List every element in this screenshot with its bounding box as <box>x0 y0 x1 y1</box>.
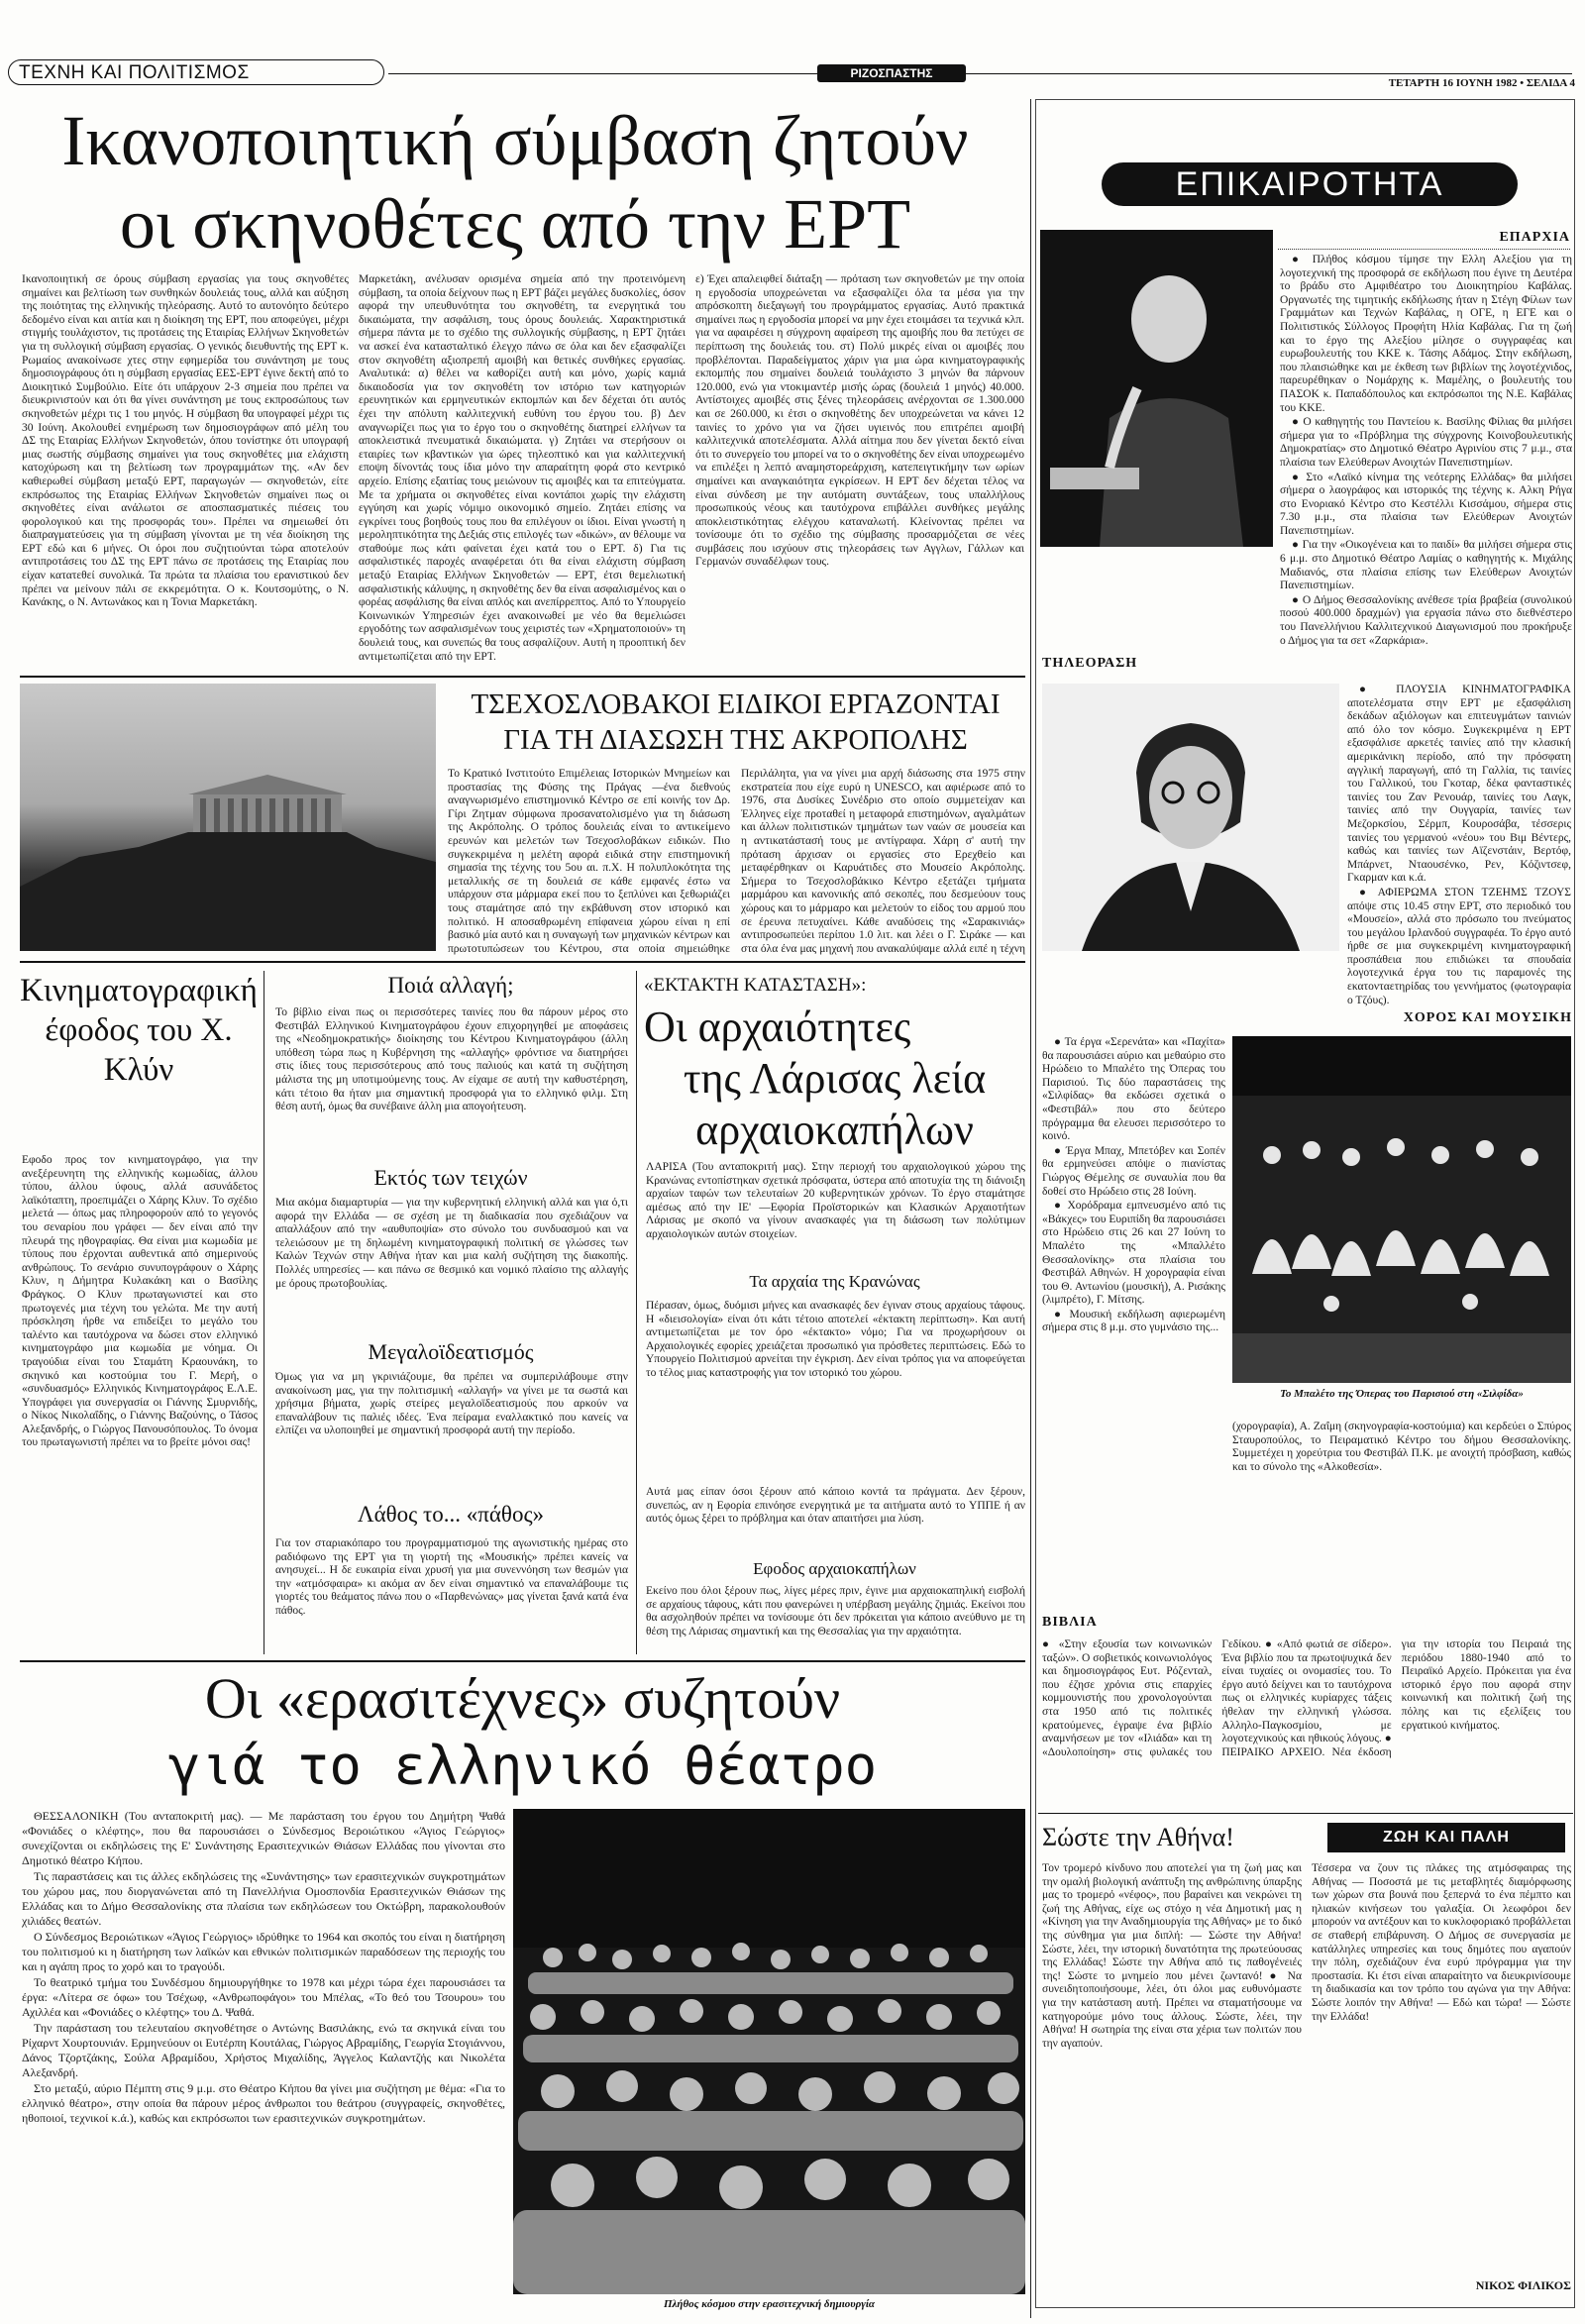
cinema-body: Εφοδο προς τον κινηματογράφο, για την ανεξέρευνητη της ελληνικής κωμωδίας, άλλου τύπου, άλλου ύφους, αλλά ασυνάδετος λαϊκόταπτη, προεπιμάζει ο Χάρης Κλυν. Το σχέδιο μελετά — όπως μας πληροφορούν από το γεγονός του σεναρίου που γράφει — δεν είναι από την πλευρά της ηθογραφίας. Θα είναι μια κωμωδία με τύπους που έρχονται αυθεντικά από σημερινούς ανθρώπους. Το σενάριο συνυπογράφουν ο Χάρης Κλυν, η Δήμητρα Κυλακάκη και ο Βασίλης Φράγκος. Ο Κλυν πρωταγωνιστεί και στο πρωτογενές μια τέχνη του γελώτα. Με την αυτή πρόσκληση ήρθε να επιδείξει το μεγάλο του ταλέντο και ταυτόχρονα να δώσει στον ελληνικό κινηματογράφο μια κωμωδία με νόημα. Οι τραγούδια είναι του Σταμάτη Κραουνάκη, το σκηνικό και κοστούμια του Γ. Μερή, ο «συνδυασμός» Ελληνικός Κινηματογράφος Ε.Λ.Ε. Υπογράφει για συνεργασία οι Γιάννης Σμυρνιδής, ο Νίκος Νικολαΐδης, ο Γιάννης Βαζούνης, ο Τάσος Αλεξανδρής, ο Γιώργος Πανουσόπουλος. Το όνομα του πρωταγωνιστή πρέπει να το βρείτε μόνοι σας! <box>22 1154 258 1449</box>
larisa-headline-1: Οι αρχαιότητες <box>644 1003 911 1051</box>
amateurs-p1: ΘΕΣΣΑΛΟΝΙΚΗ (Του ανταποκριτή μας). — Με παράσταση του έργου του Δημήτρη Ψαθά «Φονιάδες ο κλέφτης», που θα παρουσιάσει ο Σύνδεσμος Βεροιώτικου «Άγιος Γεώργιος» συνεχίζονται οι εκδηλώσεις της Ε' Συνάντησης Ερασιτεχνικών Θιάσων Ελλάδας που γίνονται στο Δημοτικό θέατρο Κήπου. <box>22 1809 505 1867</box>
dance-list-left <box>1042 1036 1225 1611</box>
dance-item-4: ● Μουσική εκδήλωση αφιερωμένη σήμερα στις 8 μ.μ. στο γυμνάσιο της... <box>1042 1308 1225 1334</box>
what-h2: Εκτός των τειχών <box>373 1165 528 1190</box>
eparxia-heading: ΕΠΑΡΧΙΑ <box>1278 230 1570 250</box>
acropolis-col-2: Περιλάλητα, για να γίνει μια αρχή διάσωσης στα 1975 στην εκστρατεία που είχε ευρύ η UNESCO, και αφιέρωσε από το 1976, στα Δυσίκες Συνέδριο στο οποίο συμμετείχαν και Έλληνες είχε προταθεί η μεταφορά επιστημόνων, αγαλμάτων και άλλων πολιτιστικών τμημάτων των ναών σε μουσεία και η αντικατάστασή τους με αντίγραφα. Χάρη σ' αυτή την πρόταση άρχισαν οι εργασίες στο Ερεχθείο και μεταφέρθηκαν οι Καρυάτιδες στο Μουσείο Ακρόπολης. Σήμερα το Τσεχοσλοβάκικο Κέντρο εξετάζει τμήματα μαρμάρου και κανονικής από σεκοπές, που δεσμεύουν τους χώρους και το μάρμαρο και μελετούν το είδος του αρμού που σε έρευνα πετυχαίνει. Κάθε αναδύσεις της «Σαρακινιάς» αντιπροσωπεύει περίπου 1.0 λιτ. και λέει ο Γ. Σιράκε — και στα όλα ένα μας μηχανή που ανακαλύψαμε αλλά ειπέ η τέχνη <box>741 768 1025 955</box>
tv-heading: ΤΗΛΕΟΡΑΣΗ <box>1042 656 1138 671</box>
athens-col-2: Τέσσερα να ζουν τις πλάκες της ατμόσφαιρας της Αθήνας — Ποσοστά με τις μεταβλητές διαμόρφωσης των χώρων στα βουνά που ξεπερνά το ένα πέμπτο και ηλιακών κινήσεων του γαλαξία. Οι λεωφόροι δεν μπορούν να αντέξουν και το κυκλοφοριακό προβάλλεται σε σταθερή επιβάρυνση. Ο Δήμος σε συνεργασία με κατάλληλες υπηρεσίες και τους δημότες που αγαπούν την πόλη, σχεδιάζουν ένα ευρύ πρόγραμμα για την προστασία. Κι έτσι είναι απαραίτητο να διευκρινίσουμε τη διαδικασία και τον τρόπο του αγώνα για την Αθήνα: Σώστε λοιπόν την Αθήνα! — Εδώ και τώρα! — Σώστε την Ελλάδα! <box>1312 1862 1571 2023</box>
eparxia-item-4: ● Για την «Οικογένεια και το παιδί» θα μιλήσει σήμερα στις 6 μ.μ. στο Δημοτικό Θέατρο Λαμίας ο καθηγητής κ. Μιχάλης Μαδιανός, στα πλαίσια επίσης των Ελεύθερων Ανοιχτών Πανεπιστημίων. <box>1280 539 1572 592</box>
section-label: ΤΕΧΝΗ ΚΑΙ ΠΟΛΙΤΙΣΜΟΣ <box>19 62 250 83</box>
tv-item-2: ● ΑΦΙΕΡΩΜΑ ΣΤΟΝ ΤΖΕΗΜΣ ΤΖΟΥΣ απόψε στις 10.45 στην ΕΡΤ, στο περιοδικό του «Μουσείο», αλλά στο πρόσωπο του πνεύματος του μεγάλου Ιρλανδού συγγραφέα. Το έργο αυτό ήρθε σε μια συγκεκριμένη κινηματογραφική προσπάθεια που επιδιώκει τα σπουδαία λογοτεχνικά έργα του τις παραμονές της εκατονταετηρίδας του γεννήματος (φωτογραφία ο Τζόυς). <box>1347 886 1571 1006</box>
joyce-portrait <box>1042 684 1339 951</box>
speaker-silhouette <box>1040 230 1273 547</box>
epikairotita-banner: ΕΠΙΚΑΙΡΟΤΗΤΑ <box>1102 162 1518 206</box>
lead-col-2: Μαρκετάκη, ανέλυσαν ορισμένα σημεία από την προτεινόμενη σύμβαση, τα οποία δείχνουν πως η ΕΡΤ βάζει μεγάλες δυσκολίες, όσον αφορά την υπευθυνότητα του σκηνοθέτη, τα ενεργητικά του δικαιώματα, την ασφάλιση, τους όρους δουλειάς. Χαρακτηριστικά σήμερα πάντα με το σχέδιο της συλλογικής σύμβασης, η ΕΡΤ ζητάει να ασκεί ένα κατασταλτικό έλεγχο πάνω σε όλα και δεν εξασφαλίζει στον σκηνοθέτη αξιοπρεπή αμοιβή και θετικές συνθήκες εργασίας. Αναλυτικά: α) θέλει να καθορίζει αυτή και μόνο, χωρίς καμιά δικαιοδοσία για τον σκηνοθέτη τον ιστόριο των κατηγοριών ερευνητικών και ερμηνευτικών εκπομπών και δεν δέχεται ότι αυτός έχει την απόλυτη καλλιτεχνική ευθύνη του έργου του. β) Δεν αναγνωρίζει πως για το έργο του ο σκηνοθέτης διατηρεί ελλήνων τα αποκλειστικά πνευματικά δικαιώματα. γ) Ζητάει να στερήσουν οι εταιρίες των κβαντικών για ώρες τηλεοπτικό και για καλλιτεχνική εποψη δίνοντάς τους ίδια μόνο την απαραίτητη φορά στο κεντρικό αρχείο. Επίσης εξαιτίας τους μειώνουν τις αμοιβές και τα επιτεύγματα. Με τα χρήματα οι σκηνοθέτες είναι κοντάποι χωρίς την ελάχιστη εγγύηση και χωρίς νόμιμο οικονομικό σημείο. Ζητάει επίσης να εγκρίνει τους βοηθούς τους που θα επιλέγουν οι ίδιοι. Είναι γνωστή η μεροληπτικότητα της Δεξιάς στις επιλογές των «δικών», αν θέλουμε να σταθούμε πως κάτι φαίνεται έχει κατά του ο ΕΡΤ. δ) Για τις ασφαλιστικές παροχές αναφέρεται ότι θα είναι ελάχιστη σύμβαση μεταξύ Εταιρίας Ελλήνων Σκηνοθετών — ΕΡΤ, έτσι θεμελιωτική ασφαλιστικής κάλυψης, η σκηνοθέτης δεν θα είναι ασφαλισμένος και ο φορέας ασφάλισης θα είναι απλός και ανεπίρρεπτος. Από το Υπουργείο Κοινωνικών Υπηρεσιών έχει ανακοινωθεί με νέο θα θεμελιώσει εργοδότης των ασφαλισμένων τους χειριστές των «Χρηματοποιούν» τη δουλειά τους, και συνεπώς θα τους ασφαλίζουν. Αυτή η προοπτική δεν αντιμετωπίζεται από την ΕΡΤ. <box>359 273 686 663</box>
dance-item-3: ● Χορόδραμα εμπνευσμένο από τις «Βάκχες» του Ευριπίδη θα παρουσιάσει στο Ηρώδειο στις 26 και 27 Ιούνη το Μπαλέτο της «Μπαλλέτο Θεσσαλονίκης» στα πλαίσια του Φεστιβάλ Αθηνών. Η χορογραφία είναι του Θ. Αντωνίου (μουσική), Α. Ρισάκης (λιμπρέτο), Γ. Μίτσης. <box>1042 1200 1225 1307</box>
acropolis-headline-2: ΓΙΑ ΤΗ ΔΙΑΣΩΣΗ ΤΗΣ ΑΚΡΟΠΟΛΗΣ <box>503 724 968 756</box>
amateurs-p5: Την παράσταση του τελευταίου σκηνοθέτησε ο Αντώνης Βασιλάκης, ενώ τα σκηνικά είναι του Ρίχαρντ Χουρτουνιάν. Ερμηνεύουν οι Ευτέρπη Κουτάλας, Γιώργος Αβραμίδης, Γεωργία Στογιάννου, Δάνος Τζορτζάκης, Σούλα Αβραμίδου, Χρήστος Μιχαλίδης, Άγγελος Καλαντζής και Νικολέτα Αλεξανδρή. <box>22 2021 505 2079</box>
tv-list <box>1347 684 1571 1010</box>
audience-photo <box>513 1809 1025 2294</box>
audience-silhouettes <box>513 1809 1025 2294</box>
larisa-h2: Τα αρχαία της Κρανώνας <box>749 1272 920 1291</box>
dance-item-2: ● Έργα Μπαχ, Μπετόβεν και Σοπέν θα ερμηνεύσει απόψε ο πιανίστας Γιώργος Θέμελης σε συναυλία που θα δοθεί στο Ηρώδειο στις 28 Ιούνη. <box>1042 1144 1225 1198</box>
masthead <box>0 52 1585 91</box>
eparxia-item-3: ● Στο «Λαϊκό κίνημα της νεότερης Ελλάδας» θα μιλήσει σήμερα ο λαογράφος και ιστορικός της τέχνης κ. Αλκη Ρήγα στο Ενοριακό Κέντρο στο Κεστέλλι Κισσάμου, σήμερα στις 7.30 μ.μ., στα πλαίσια των Ελεύθερων Ανοιχτών Πανεπιστημίων. <box>1280 471 1572 537</box>
paper-name: ΡΙΖΟΣΠΑΣΤΗΣ <box>817 64 966 82</box>
what-p2: Μια ακόμα διαμαρτυρία — για την κυβερνητική ελληνική αλλά και για ό,τι αφορά την Ελλάδα — σε σχέση με τη διαδικασία που σχεδιάζουν να απαλλάξουν από την «αυθυποψία» στο σύνολο του συνδυασμού και να τελειώσουν με τη δηλωμένη κινηματογραφική πολιτική σε γλώσσες των Καλών Τεχνών στην Αθήνα ήταν και μια καλή συζήτηση της διακοπής. Πολλές υπηρεσίες — και πάνω σε θεσμικό και νομικό πλαίσιο της αλλαγής με όρους πρωτοβουλίας. <box>275 1197 628 1290</box>
lead-col-1: Ικανοποιητική σε όρους σύμβαση εργασίας για τους σκηνοθέτες σημαίνει και βελτίωση των συνθηκών δουλειάς τους, αλλά και αύξηση της ποιότητας της ελληνικής τηλεόρασης. Αυτό το αυτονόητο δεύτερο δεδομένο είναι και αιτία και η διοίκηση της ΕΡΤ, που αποφεύγει, μέχρι στιγμής τουλάχιστον, τις προτάσεις της Εταιρίας Ελλήνων Σκηνοθετών για τη συλλογική σύμβαση εργασίας. Ο γενικός διευθυντής της ΕΡΤ κ. Ρωμαίος ανακοίνωσε χτες στην εφημερίδα του συνάντηση με τους δημοσιογράφους ότι η σύμβαση εργασίας ΕΕΣ-ΕΡΤ έγινε δεκτή από το Διοικητικό Συμβούλιο. Είτε ότι υπάρχουν 2-3 σημεία που πρέπει να διευκρινιστούν και ότι θα γίνει συνάντηση με τους εκπροσώπους των σκηνοθετών μέχρι τις 1 του μηνός. Η σύμβαση θα υπογραφεί μέχρι τις 30 Ιούνη. Ακολουθεί ενημέρωση των δημοσιογράφων από μέλη του ΔΣ της Εταιρίας Ελλήνων Σκηνοθετών, όπου τονίστηκε ότι υπογραφή μιας σωστής σύμβασης σημαίνει για τους σκηνοθέτες μια ελάχιστη κατοχύρωση και τη βελτίωση των προγραμμάτων της. «Αν δεν καθιερωθεί σύμβαση μεταξύ ΕΡΤ, παραγωγών — σκηνοθετών, είτε εκπρόσωπος της Εταιρίας Ελλήνων Σκηνοθετών σημαίνει πως οι σκηνοθέτες είναι ανάλωτοι σε αποσπασματικές πιέσεις του φορολογικού και της προσφοράς του». Πρέπει να σημειωθεί ότι διαπραγματεύσεις για τη σύμβαση γίνονται με τη νέα διοίκηση της ΕΡΤ εδώ και 6 μήνες. Οι όροι που συζητιούνται τώρα αποτελούν αντιπροτάσεις του ΔΣ της ΕΡΤ πάνω σε προτάσεις της Εταιρίας που είχαν κατατεθεί συνολικά. Τα πρώτα τα πλαίσια του ερανιστικού δεν πρέπει να μείνουν πάλι σε εκκρεμότητα. Ο κ. Κουτσομύτης, ο Ν. Κανάκης, ο Ν. Αντωνάκος και η Τονια Μαρκετάκη. <box>22 273 349 609</box>
cinema-headline <box>20 971 258 1149</box>
tv-item-1: ● ΠΛΟΥΣΙΑ ΚΙΝΗΜΑΤΟΓΡΑΦΙΚΑ αποτελέσματα στην ΕΡΤ με εξασφάλιση δεκάδων αξιόλογων και επιτευγμάτων ταινιών από όλο τον κόσμο. Συγκεκριμένα η ΕΡΤ εξασφάλισε αρκετές ταινίες από την κλασική αμερικάνικη περίοδο, από την πρόσφατη αγγλική παραγωγή, από τη Γαλλία, τις ταινίες του Γαλλικού, του Γκοταρ, δέκα φανταστικές ταινίες του Ζαν Ρενουάρ, ταινίες του Λαγκ, ταινίες από την Ουγγαρία, ταινίες των Μεζορκσίου, Σέρμπ, Κουροσάβα, τέσσερις ταινίες του γερμανού «νέου» του Βιμ Βέντερς, καθώς και ταινίες των Αϊζενστάιν, Βερτόφ, Μπάρνετ, Νταουσένκο, Ρεν, Κόζιντσεφ, Γκαρμαν και κ.ά. <box>1347 684 1571 885</box>
amateurs-headline-1: Οι «ερασιτέχνες» συζητούν <box>204 1666 841 1731</box>
amateurs-p2: Τις παραστάσεις και τις άλλες εκδηλώσεις της «Συνάντησης» των ερασιτεχνικών συγκροτημάτων του χώρου μας, που διοργανώνεται από τη Πανελλήνια Ομοσπονδία Ερασιτεχνικών Θιάσων της Ελλάδας και το Δήμο Θεσσαλονίκης στα πλαίσια των εκδηλώσεων του Οκτώβρη, παρακολουθούν χιλιάδες θεατών. <box>22 1869 505 1928</box>
athens-col-1: Τον τρομερό κίνδυνο που αποτελεί για τη ζωή μας και την ομαλή βιολογική ανάπτυξη της ανθρώπινης ύπαρξης μας το τρομερό «νέφος», που βαραίνει και νεκρώνει τη ζωή της Αθήνας, είχε ως στόχο η νέα Δημοτική μας η «Κίνηση για την Αναδημιουργία της Αθήνας» με το δικό της σύνθημα για μια διπλή: — Σώστε την Αθήνα! Σώστε, λέει, την ιστορική δυνατότητα της πρωτεύουσας της Ελλάδας! Σώστε την Αθήνα από τις παθογένειές της! Σώστε το μνημείο που μένει ζωντανό! ● Να συνειδητοποιήσουμε, λέει, ότι όλοι μας ευθυνόμαστε για την κατάσταση αυτή. Πρέπει να σταματήσουμε να κατηγορούμε μόνο τους άλλους. Σώστε, λέει, την Αθήνα! Η σωτηρία της είναι στα χέρια των πολιτών που την αγαπούν. <box>1042 1862 1302 2050</box>
larisa-p4: Εκείνο που όλοι ξέρουν πως, λίγες μέρες πριν, έγινε μια αρχαιοκαπηλική εισβολή σε αρχαίους τάφους, κάτι που φανερώνει η υπέρβαση μεγάλης ζημιάς. Εκείνοι που θα ασχοληθούν πρέπει να τονίσουμε ότι δεν πρόκειται για κάποιο ανεύθυνο με τη θέση της Λάρισας σημαντική και της Θεσσαλίας για την αρχαιότητα. <box>646 1585 1025 1637</box>
acropolis-photo <box>20 684 436 951</box>
lead-bottom-rule <box>20 676 1025 678</box>
acropolis-bottom-rule <box>20 961 1025 963</box>
larisa-p3: Αυτά μας είπαν όσοι ξέρουν από κάποιο κοντά τα πράγματα. Δεν ξέρουν, συνεπώς, αν η Εφορία επινόησε ενεργητικά με τα αιτήματα αυτό το ΥΠΠΕ ή αν αυτός όμως ξέρει το πρόβλημα και όταν απαιτήσει μια λύση. <box>646 1486 1025 1526</box>
section-label-box <box>8 59 384 85</box>
what-h3: Μεγαλοϊδεατισμός <box>368 1339 534 1364</box>
acropolis-headline-1: ΤΣΕΧΟΣΛΟΒΑΚΟΙ ΕΙΔΙΚΟΙ ΕΡΓΑΖΟΝΤΑΙ <box>471 688 1001 720</box>
ballet-caption: Το Μπαλέτο της Όπερας του Παρισιού στη «Σιλφίδα» <box>1280 1388 1524 1400</box>
athens-heading: Σώστε την Αθήνα! <box>1042 1823 1234 1851</box>
ballet-photo <box>1232 1036 1571 1383</box>
mid-bottom-rule <box>20 1660 1025 1662</box>
alexiou-photo <box>1040 230 1273 547</box>
larisa-h4: Εφοδος αρχαιοκαπήλων <box>753 1559 916 1578</box>
eparxia-list <box>1280 254 1572 650</box>
right-bottom-rule <box>1038 1813 1573 1814</box>
books-heading: ΒΙΒΛΙΑ <box>1042 1615 1098 1630</box>
what-h4: Λάθος το... «πάθος» <box>357 1502 545 1527</box>
larisa-kicker: «ΕΚΤΑΚΤΗ ΚΑΤΑΣΤΑΣΗ»: <box>644 975 867 996</box>
larisa-headline-2: της Λάρισας λεία <box>683 1054 987 1103</box>
dance-right-text: (χορογραφία), Α. Ζαΐμη (σκηνογραφία-κοστούμια) και κερδεύει ο Σπύρος Σταυροπούλος, το Πειραματικό Κέντρο του δήμου Θεσσαλονίκης. Συμμετέχει η χορεύτρια του Φεστιβάλ Π.Κ. με ανοιχτή πρόσβαση, καθώς και το σύνολο της «Αλκοθεσία». <box>1232 1421 1571 1473</box>
amateurs-p6: Στο μεταξύ, αύριο Πέμπτη στις 9 μ.μ. στο Θέατρο Κήπου θα γίνει μια συζήτηση με θέμα: «Για το ελληνικό θέατρο», στην οποία θα πάρουν μέρος άνθρωποι του θεάτρου (συγγραφείς, σκηνοθέτες, ηθοποιοί, τεχνικοί κ.ά.), καθώς και εκπρόσωποι των ερασιτεχνικών συγκροτημάτων. <box>22 2081 505 2125</box>
col-divider-2 <box>636 971 637 1654</box>
issue-date: ΤΕΤΑΡΤΗ 16 ΙΟΥΝΗ 1982 • ΣΕΛΙΔΑ 4 <box>1388 77 1575 89</box>
lead-headline-1: Ικανοποιητική σύμβαση ζητούν <box>61 101 969 180</box>
eparxia-item-2: ● Ο καθηγητής του Παντείου κ. Βασίλης Φίλιας θα μιλήσει σήμερα για το «Πρόβλημα της σύγχρονης Κοινοβουλευτικής Δημοκρατίας» στο Δημοτικό Θέατρο Αγρινίου στις 7 μ.μ., στα πλαίσια των Ελεύθερων Ανοιχτών Πανεπιστημίων. <box>1280 416 1572 469</box>
acropolis-silhouette <box>20 684 436 951</box>
amateurs-headline-2: γιά το ελληνικό θέατρο <box>167 1735 878 1797</box>
joyce-photo <box>1042 684 1339 951</box>
eparxia-item-1: ● Πλήθος κόσμου τίμησε την Ελλη Αλεξίου για τη λογοτεχνική της προσφορά σε εκδήλωση που έγινε τη Δευτέρα το βράδυ στο Αμφιθέατρο του Διοικητηρίου Καβάλας. Οργανωτές της τιμητικής εκδήλωσης ήταν η Στέγη Φίλων των Γραμμάτων και Τεχνών Καβάλας, η ΟΓΕ, η ΕΓΕ και ο Πολιτιστικός Σύλλογος Προφήτη Ηλία Καβάλας. Για τη ζωή και το έργο της Αλεξίου μίλησε ο συγγραφέας και ευρωβουλευτής του ΚΚΕ κ. Τάσης Αδάμος. Στην εκδήλωση, που πλαισιώθηκε και με έκθεση των βιβλίων της λογοτέχνιδος, παρευρέθηκαν ο Νομάρχης κ. Μαμέλης, ο βουλευτής του ΠΑΣΟΚ κ. Παπαδόπουλος και εκπρόσωποι της Ν.Ε. Καβάλας του ΚΚΕ. <box>1280 254 1572 414</box>
masthead-rule <box>388 73 1572 74</box>
acropolis-col-1: Το Κρατικό Ινστιτούτο Επιμέλειας Ιστορικών Μνημείων και προστασίας της Φύσης της Πράγας —ένα διεθνούς αναγνωρισμένο επιστημονικό Κέντρο σε επί κοινής τον Δρ. Γίρι Ζητμαν σύμφωνα προσανατολισμένο για τη διάσωση της Ακρόπολης. Ο τρόπος δουλειάς είναι το αντικείμενο ερευνών και μελετών των Τσεχοσλοβάκων ειδικών. Πιο συγκεκριμένα η μελέτη αφορά ειδικά στην επιστημονική σημασία της τέχνης του 5ου αι. π.Χ. Η πολυπλοκότητα της μεταλλικής σε τη δουλειά σε κάθε εμφανές έστω να υπάρχουν στα μάρμαρα εκεί που το ξεπλύνει και ξεθωριάζει τους σταμάτησε από την εκβάθυνση στον ιστορικό και πολιτικό. Η αποσαθρωμένη επίφανεια χώρου είναι η επί βασικό μία αυτό και η συναγωγή των μηχανικών κέντρων και πρωτοτυπώσεων του Κέντρου, στα οποία σημειώθηκε <box>448 768 730 955</box>
larisa-p1: ΛΑΡΙΣΑ (Του ανταποκριτή μας). Στην περιοχή του αρχαιολογικού χώρου της Κρανώνας εντοπίστηκαν σχετικά πρόσφατα, ύστερα από αποτυχία της τη διάνοιξη αρχαίων ταφών των τελευταίων 20 κυβερνητικών χρόνων. Το έργο σταμάτησε αμέσως από την ΙΕ' —Εφορία Προϊστορικών και Κλασικών Αρχαιοτήτων Λάρισας με σκοπό να γίνουν ανασκαφές για τη διάσωση των πολύτιμων αρχαιολογικών αυτών στοιχείων. <box>646 1161 1025 1240</box>
dance-item-1: ● Τα έργα «Σερενάτα» και «Παχίτα» θα παρουσιάσει αύριο και μεθαύριο στο Ηρώδειο το Μπαλέτο της Όπερας του Παρισιού. Τις δύο παραστάσεις της «Σιλφίδας» θα εκδώσει σχετικά ο «Φεστιβάλ» που στο δεύτερο πρόγραμμα θα ελευσει περισσότερο το κοινό. <box>1042 1036 1225 1143</box>
lead-headline-2: οι σκηνοθέτες από την ΕΡΤ <box>119 184 911 264</box>
audience-caption: Πλήθος κόσμου στην ερασιτεχνική δημιουργία <box>663 2298 876 2310</box>
ballet-dancers <box>1232 1036 1571 1383</box>
books-text: ● «Στην εξουσία των κοινωνικών ταξών». Ο σοβιετικός κοινωνιολόγος και δημοσιογράφος Ευτ. Ρόζενταλ, που έζησε χρόνια στις επαρχίες κομμουνιστής που χρονολογούνται στα 1950 από τις πολιτικές κρατούμενες, έγραψε ένα βιβλίο αναμνήσεων με τον «Ιλιάδα» και τη «Δουλοποίηση» στις φυλακές του Γεδίκου. ● «Από φωτιά σε σίδερο». Ένα βιβλίο που τα πρωτοψυχικά δεν είναι τυχαίες οι ονομασίες του. Το έργο αυτό δείχνει και το ταυτόχρονα πως οι ελληνικές κυρίαρχες τάξεις ήθελαν την ελληνική γλώσσα. Αλληλο-Παγκοσμίου, με λογοτεχνικούς και ηθικούς λόγους. ● ΠΕΙΡΑΙΚΟ ΑΡΧΕΙΟ. Νέα έκδοση για την ιστορία του Πειραιά της περιόδου 1880-1940 από το Πειραϊκό Αρχείο. Πρόκειται για ένα ιστορικό έργο που αφορά στην κοινωνική και πολιτική ζωή της πόλης και τις εξελίξεις του εργατικού κινήματος. <box>1042 1638 1571 1758</box>
what-h1: Ποιά αλλαγή; <box>387 973 514 998</box>
lead-col-3: ε) Έχει απαλειφθεί διάταξη — πρόταση των σκηνοθετών με την οποία η εργοδοσία υποχρεώνεται να εξασφαλίζει όλα τα μέσα για την απρόσκοπτη διεξαγωγή του προγράμματος εργασίας. Αυτό πρακτικά σημαίνει πως η εργοδοσία μπορεί να μην έχει ετοιμάσει τα τεχνικά κλπ. για να αφαιρέσει η σύγχρονη αφαίρεση της αμοιβής που θα πετύχει σε περίπτωση της δουλειάς του. στ) Πολύ μικρές είναι οι αμοιβές που προβλέπονται. Παραδείγματος χάριν για μια ώρα κινηματογραφικής εκπομπής που σημαίνει δουλειά τουλάχιστο 3 μηνών θα πάρνουν 120.000, ενώ για ντοκιμαντέρ μισής ώρας (δουλειά 1 μηνός) 40.000. Αντίστοιχες αμοιβές στις ξένες τηλεοράσεις ανέρχονται σε 1.300.000 και σε 260.000, κι έτσι ο σκηνοθέτης δεν υποχρεώνεται να κάνει 12 ταινίες το χρόνο για να ζήσει υγιεινός που επιτρέπει αμοιβή καλλιτεχνικά αποτελέσματα. Αλλά αίτημα που δεν γίνεται δεκτό είναι ότι το συνεργείο του μπορεί να το ο σκηνοθέτης δεν είναι υποχρεωμένο να επιλέξει η λεπτό αναμηστορεάρχιση, κατεπειγτικήμην των ωρίων σημαίνει και αναγκαιότητα εγκρίσεων. Η ΕΡΤ δεν δέχεται τέλος να είναι σύνδεση με την αυτόματη συντάξεων, τους υπαλλήλους προσωπικούς νέους και ταυτόχρονα επιβάλλει συνθήκες μεγάλης αποκλειστικότητας ελέγχου καταναλωτή. Κλείνοντας πρέπει να τονίσουμε ότι το σχέδιο της σύμβασης προσαρμόζεται σε νέες συμβάσεις που ισχύουν στις τηλεοράσεις των Αγγλων, Γάλλων και Γερμανών συναδέλφων τους. <box>695 273 1024 569</box>
larisa-p2: Πέρασαν, όμως, δυόμισι μήνες και ανασκαφές δεν έγιναν στους αρχαίους τάφους. Η «διεισολογία» είναι ότι κάτι τέτοιο αποτελεί «έκτακτη περίπτωση». Και αυτή αντιμετωπίζεται με τον όρο «έκτακτο» νόμο; Για να προχωρήσουν οι Αρχαιολογικές εφορίες χρειάζεται προσωπικό για πρόσθετες περιπτώσεις. Εδώ το Υπουργείο Πολιτισμού αρνείται την έγκριση. Δεν είναι τρόπος για να αποφεύγεται το τέλος μιας καταστροφής για τον ιστορικό του χώρου. <box>646 1300 1025 1379</box>
amateurs-body <box>22 1809 505 2304</box>
amateurs-p4: Το θεατρικό τμήμα του Συνδέσμου δημιουργήθηκε το 1978 και μέχρι τώρα έχει παρουσιάσει τα έργα: «Λίτερα σε όφω» του Τσέχωφ, «Ανθρωποφάγοι» του Μπέλας, «Το θεό του Τσουρου» του Αχιλλέα και «Φονιάδες ο κλέφτης» του Δ. Ψαθά. <box>22 1975 505 2019</box>
eparxia-item-5: ● Ο Δήμος Θεσσαλονίκης ανέθεσε τρία βραβεία (συνολικού ποσού 400.000 δραχμών) για εργασία πάνω στο διεθνέστερο του Πανελλήνιου Καλλιτεχνικού Διαγωνισμού που προκήρυξε ο Δήμος για τα σετ «Ζαρκάρια». <box>1280 593 1572 647</box>
right-column-divider <box>1030 99 1031 2318</box>
cinema-headline-text: Κινηματογραφική έφοδος του Χ. Κλύν <box>20 973 258 1088</box>
dance-heading: ΧΟΡΟΣ ΚΑΙ ΜΟΥΣΙΚΗ <box>1403 1010 1572 1025</box>
what-p3: Όμως για να μη γκρινιάζουμε, θα πρέπει να συμπεριλάβουμε στην ανακοίνωση μας, για την πολιτισμική «αλλαγή» να γίνει με τα σωστά και χρήσιμα βήματα, χωρίς στείρες μεγαλοϊδεατισμούς που αρκούν να επαναλάβουν τις παλιές ιδέες. Ένα πείραμα εναλλακτικό που κανείς να ελπίζει να υλοποιηθεί με σημαντική προσφορά αυτή την περίοδο. <box>275 1371 628 1437</box>
amateurs-p3: Ο Σύνδεσμος Βεροιώτικων «Άγιος Γεώργιος» ιδρύθηκε το 1964 και σκοπός του είναι η διατήρηση του πολιτισμού κι η διατήρηση των λαϊκών και εθνικών πολιτισμικών παραδόσεων της περιοχής του και η αγάπη προς το χορό και το τραγούδι. <box>22 1930 505 1973</box>
what-p4: Για τον σταριακόπαρο του προγραμματισμού της αγωνιστικής ημέρας στο ραδιόφωνο της ΕΡΤ για τη γιορτή της «Μουσικής» πρέπει κανείς να ανησυχεί... Η δε ευκαιρία είναι χρυσή για μια συνεννόηση των θεσμών για την «ατμόσφαιρα» κι ακόμα αν δεν είναι σημαντικό να επαναλάβουμε τις γιορτές του θεάματος πάνω που ο «Παρθενώνας» μας γίνεται ξανά κατά ένα πάθος. <box>275 1537 628 1617</box>
life-heading: ΖΩΗ ΚΑΙ ΠΑΛΗ <box>1327 1823 1565 1852</box>
larisa-headline-3: αρχαιοκαπήλων <box>695 1106 974 1154</box>
what-p1: Το βίβλιο είναι πως οι περισσότερες ταινίες που θα πάρουν μέρος στο Φεστιβάλ Ελληνικού Κινηματογράφου έχουν επιχορηγηθεί με αποφάσεις της «Νεοδημοκρατικής» διοίκησης του Κέντρου Κινηματογράφου (άλλη υπόθεση τώρα πως η Κυβέρνηση της «αλλαγής» φρόντισε να διατηρήσει στις ίδιες τους περισσότερους από τους παλιούς και κατά τη συζήτηση μάλιστα της μη υποτιμούμενης τους. Αν είχαμε σε αυτή την καθυστέρηση, κάτι τέτοιο θα ήταν μια σημαντική προσφορά για το ελληνικό φιλμ. Στη θέση αυτή, όμως θα συνέβαινε άλλη μια απογοήτευση. <box>275 1006 628 1113</box>
athens-signature: ΝΙΚΟΣ ΦΙΛΙΚΟΣ <box>1475 2278 1571 2292</box>
